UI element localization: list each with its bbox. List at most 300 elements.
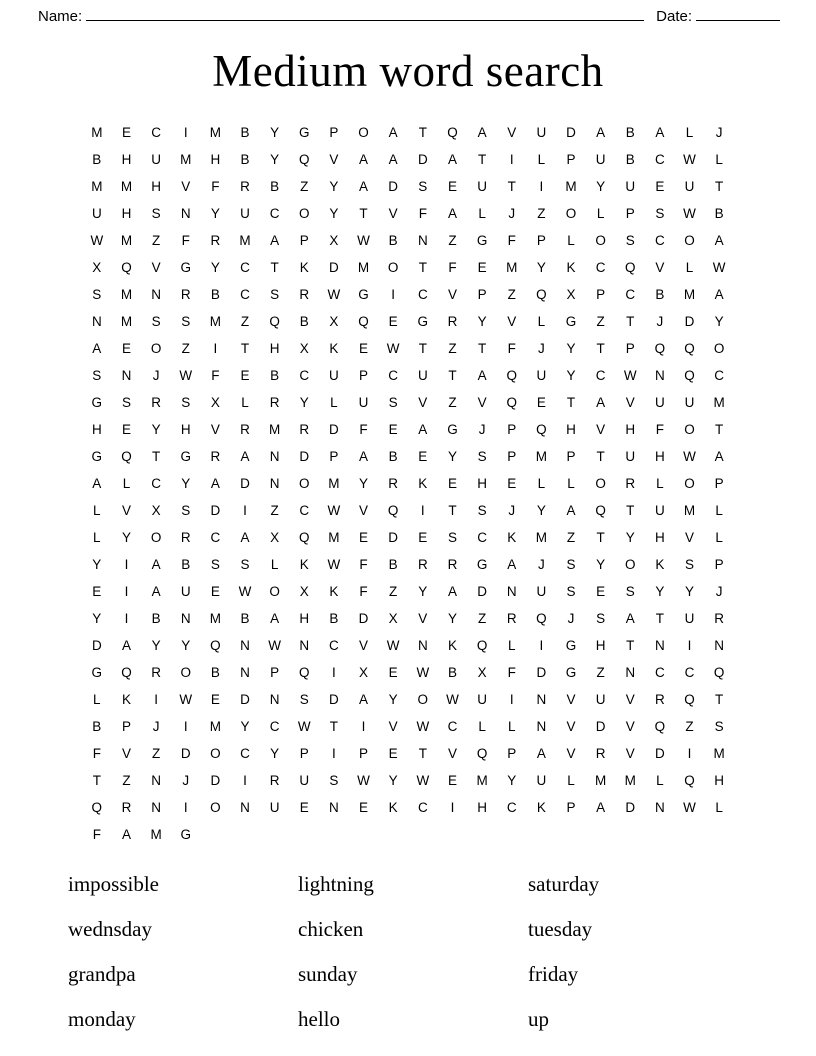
grid-cell: T [715, 421, 724, 437]
grid-cell: A [359, 448, 369, 464]
grid-cell: P [625, 205, 635, 221]
grid-cell: R [506, 610, 517, 626]
grid-cell: Q [91, 799, 103, 815]
grid-cell: L [715, 502, 723, 518]
word-list-item: impossible [68, 871, 160, 896]
date-label: Date: [656, 8, 692, 25]
grid-cell: C [655, 151, 665, 167]
grid-cell: W [623, 367, 637, 383]
grid-cell: M [624, 772, 636, 788]
grid-cell: R [121, 799, 132, 815]
grid-cell: E [359, 340, 369, 356]
grid-cell: W [712, 259, 726, 275]
grid-cell: L [241, 394, 249, 410]
grid-cell: B [388, 556, 398, 572]
grid-cell: V [477, 394, 487, 410]
grid-cell: I [509, 691, 514, 707]
grid-cell: C [210, 529, 221, 545]
grid-cell: F [359, 556, 368, 572]
grid-cell: N [240, 637, 250, 653]
grid-cell: W [327, 286, 341, 302]
grid-cell: B [625, 124, 635, 140]
grid-cell: E [121, 124, 131, 140]
grid-cell: L [715, 529, 723, 545]
grid-cell: G [91, 394, 103, 410]
grid-cell: M [209, 610, 221, 626]
grid-cell: V [359, 637, 369, 653]
grid-cell: P [359, 367, 369, 383]
grid-cell: Q [506, 367, 517, 383]
grid-cell: E [388, 745, 398, 761]
grid-cell: I [391, 286, 396, 302]
grid-cell: F [418, 205, 427, 221]
grid-cell: N [625, 664, 636, 680]
grid-cell: P [359, 745, 369, 761]
grid-cell: C [595, 259, 606, 275]
grid-cell: S [418, 178, 428, 194]
grid-cell: Z [685, 718, 694, 734]
grid-cell: P [329, 448, 339, 464]
grid-cell: G [91, 448, 103, 464]
grid-cell: Q [299, 664, 310, 680]
name-label: Name: [38, 8, 83, 25]
grid-cell: T [92, 772, 101, 788]
grid-cell: I [124, 556, 129, 572]
grid-cell: M [209, 313, 221, 329]
grid-cell: L [715, 799, 723, 815]
grid-cell: M [120, 232, 133, 248]
grid-cell: B [270, 178, 280, 194]
grid-cell: C [684, 664, 695, 680]
grid-cell: W [683, 448, 696, 464]
grid-cell: Q [476, 637, 488, 653]
grid-cell: N [655, 367, 665, 383]
word-list-item: lightning [298, 871, 374, 896]
grid-cell: L [596, 205, 605, 221]
grid-cell: U [417, 367, 428, 383]
grid-cell: L [537, 475, 546, 491]
grid-cell: I [154, 691, 158, 707]
grid-cell: R [151, 394, 161, 410]
grid-cell: H [625, 421, 636, 437]
word-list-item: saturday [528, 871, 600, 896]
grid-cell: F [92, 745, 101, 761]
grid-cell: Q [476, 745, 488, 761]
grid-cell: W [683, 205, 696, 221]
grid-cell: L [93, 529, 101, 545]
grid-cell: U [91, 205, 102, 221]
grid-cell: Q [684, 772, 695, 788]
grid-cell: W [268, 637, 281, 653]
grid-cell: V [625, 718, 635, 734]
grid-cell: V [447, 745, 457, 761]
grid-cell: K [121, 691, 131, 707]
grid-cell: A [447, 205, 457, 221]
grid-cell: U [684, 610, 695, 626]
grid-cell: R [240, 421, 250, 437]
word-list-item: grandpa [68, 961, 136, 986]
grid-cell: C [240, 259, 250, 275]
grid-cell: H [655, 529, 665, 545]
grid-cell: H [477, 799, 487, 815]
grid-cell: R [447, 556, 458, 572]
grid-cell: Q [358, 313, 369, 329]
grid-cell: D [329, 421, 339, 437]
grid-cell: C [417, 286, 428, 302]
grid-cell: E [121, 340, 131, 356]
grid-cell: D [655, 745, 665, 761]
grid-cell: S [181, 502, 191, 518]
word-list [58, 872, 758, 1031]
grid-cell: V [685, 529, 695, 545]
grid-cell: E [359, 799, 369, 815]
grid-cell: U [655, 502, 665, 518]
grid-cell: V [418, 610, 428, 626]
grid-cell: R [714, 610, 725, 626]
grid-cell: A [121, 826, 131, 842]
grid-cell: K [655, 556, 665, 572]
word-search-grid [82, 125, 734, 842]
grid-cell: V [566, 745, 576, 761]
grid-cell: G [447, 421, 458, 437]
grid-cell: B [210, 286, 220, 302]
grid-cell: U [655, 394, 665, 410]
grid-cell: H [566, 421, 576, 437]
grid-cell: O [150, 340, 162, 356]
grid-cell: P [299, 745, 309, 761]
grid-cell: K [536, 799, 546, 815]
grid-cell: A [536, 745, 546, 761]
grid-cell: Z [151, 232, 161, 248]
grid-cell: D [240, 691, 250, 707]
grid-cell: M [328, 475, 340, 491]
grid-cell: B [210, 664, 220, 680]
grid-cell: M [120, 286, 133, 302]
grid-cell: X [329, 232, 339, 248]
word-list-item: friday [528, 961, 579, 986]
grid-cell: A [418, 421, 428, 437]
grid-cell: A [477, 124, 487, 140]
grid-cell: I [509, 151, 514, 167]
grid-cell: C [240, 745, 250, 761]
grid-cell: P [477, 286, 487, 302]
grid-cell: Q [269, 313, 280, 329]
grid-cell: N [536, 718, 547, 734]
grid-cell: K [447, 637, 457, 653]
grid-cell: Z [300, 178, 309, 194]
grid-cell: S [181, 394, 191, 410]
grid-cell: Y [329, 205, 339, 221]
grid-cell: A [359, 178, 369, 194]
grid-cell: W [416, 718, 430, 734]
grid-cell: Y [388, 772, 398, 788]
grid-cell: C [595, 367, 606, 383]
grid-cell: N [269, 475, 280, 491]
grid-cell: O [684, 475, 695, 491]
grid-cell: Q [625, 259, 636, 275]
grid-cell: X [477, 664, 487, 680]
grid-cell: E [655, 178, 665, 194]
grid-cell: R [240, 178, 250, 194]
grid-cell: I [332, 745, 336, 761]
grid-cell: B [329, 610, 339, 626]
grid-cell: W [357, 772, 370, 788]
grid-cell: P [625, 340, 635, 356]
grid-cell: A [240, 529, 250, 545]
grid-cell: N [269, 448, 280, 464]
grid-cell: Y [151, 421, 161, 437]
grid-cell: M [683, 502, 696, 518]
grid-cell: I [183, 124, 188, 140]
date-write-line[interactable] [696, 10, 780, 21]
grid-cell: I [420, 502, 425, 518]
grid-cell: L [507, 718, 516, 734]
grid-cell: R [269, 772, 280, 788]
grid-cell: T [596, 340, 605, 356]
grid-cell: L [685, 259, 694, 275]
grid-cell: T [329, 718, 339, 734]
grid-cell: I [124, 610, 129, 626]
grid-cell: Y [655, 583, 665, 599]
grid-cell: N [506, 583, 517, 599]
grid-cell: I [332, 664, 336, 680]
grid-cell: Z [596, 664, 605, 680]
grid-cell: T [240, 340, 250, 356]
name-write-line[interactable] [86, 10, 644, 21]
grid-cell: X [566, 286, 576, 302]
grid-cell: R [269, 394, 280, 410]
grid-cell: N [121, 367, 132, 383]
grid-cell: O [210, 745, 221, 761]
grid-cell: X [299, 583, 309, 599]
grid-cell: A [92, 475, 102, 491]
grid-cell: Z [122, 772, 131, 788]
grid-cell: O [269, 583, 280, 599]
grid-cell: D [329, 259, 339, 275]
grid-cell: B [151, 610, 161, 626]
grid-cell: L [685, 124, 694, 140]
grid-cell: B [388, 448, 398, 464]
grid-cell: L [656, 475, 664, 491]
grid-cell: K [566, 259, 576, 275]
grid-cell: Z [181, 340, 190, 356]
grid-cell: S [477, 448, 487, 464]
grid-cell: T [626, 502, 635, 518]
grid-cell: W [416, 664, 430, 680]
word-list-item: up [528, 1006, 549, 1031]
grid-cell: C [151, 124, 161, 140]
grid-cell: E [359, 529, 369, 545]
grid-cell: N [240, 799, 250, 815]
grid-cell: I [243, 772, 247, 788]
grid-cell: R [210, 448, 221, 464]
grid-cell: N [269, 691, 280, 707]
grid-cell: Y [536, 259, 546, 275]
grid-cell: L [122, 475, 131, 491]
grid-cell: Q [121, 448, 132, 464]
grid-cell: U [684, 394, 695, 410]
grid-cell: L [478, 718, 486, 734]
grid-cell: M [91, 124, 103, 140]
grid-cell: F [92, 826, 101, 842]
grid-cell: K [329, 340, 339, 356]
word-list-item: tuesday [528, 916, 593, 941]
grid-cell: A [359, 151, 369, 167]
grid-cell: M [120, 313, 133, 329]
grid-cell: Q [299, 151, 310, 167]
grid-cell: K [418, 475, 428, 491]
grid-cell: U [329, 367, 339, 383]
grid-cell: N [417, 637, 428, 653]
grid-cell: W [386, 340, 400, 356]
grid-cell: A [507, 556, 517, 572]
grid-cell: J [537, 340, 545, 356]
grid-cell: L [507, 637, 516, 653]
grid-cell: Y [329, 178, 339, 194]
grid-cell: U [358, 394, 369, 410]
grid-cell: S [92, 286, 102, 302]
grid-cell: U [625, 178, 636, 194]
grid-cell: J [508, 502, 516, 518]
grid-cell: G [299, 124, 310, 140]
grid-cell: I [183, 718, 188, 734]
grid-cell: T [477, 340, 487, 356]
grid-cell: G [476, 556, 488, 572]
grid-cell: B [625, 151, 635, 167]
grid-cell: A [388, 151, 398, 167]
grid-cell: S [566, 583, 576, 599]
grid-cell: C [299, 502, 310, 518]
grid-cell: N [714, 637, 725, 653]
grid-cell: Q [595, 502, 606, 518]
grid-cell: W [386, 637, 400, 653]
grid-cell: S [151, 205, 161, 221]
grid-cell: B [388, 232, 398, 248]
grid-cell: M [713, 394, 725, 410]
grid-cell: T [477, 151, 487, 167]
grid-cell: P [299, 232, 309, 248]
grid-cell: R [595, 745, 606, 761]
grid-cell: L [478, 205, 486, 221]
grid-cell: O [595, 232, 606, 248]
grid-cell: R [447, 313, 458, 329]
grid-cell: F [211, 178, 220, 194]
grid-cell: U [180, 583, 191, 599]
grid-cell: Y [181, 637, 191, 653]
grid-cell: S [329, 772, 339, 788]
grid-cell: G [565, 313, 577, 329]
grid-cell: N [151, 799, 161, 815]
grid-cell: B [240, 124, 250, 140]
grid-cell: Y [536, 502, 546, 518]
grid-cell: Z [448, 394, 457, 410]
grid-cell: V [596, 421, 606, 437]
grid-cell: J [182, 772, 190, 788]
grid-cell: T [507, 178, 516, 194]
grid-cell: O [387, 259, 399, 275]
grid-cell: G [417, 313, 429, 329]
grid-cell: R [180, 529, 191, 545]
grid-cell: C [299, 367, 310, 383]
grid-cell: D [180, 745, 191, 761]
grid-cell: R [210, 232, 221, 248]
grid-cell: O [713, 340, 725, 356]
word-list-item: monday [68, 1006, 136, 1031]
grid-cell: V [329, 151, 339, 167]
grid-cell: B [655, 286, 665, 302]
grid-cell: V [625, 691, 635, 707]
grid-cell: S [655, 205, 665, 221]
grid-cell: H [269, 340, 280, 356]
grid-cell: B [92, 151, 102, 167]
grid-cell: E [418, 448, 428, 464]
grid-cell: H [180, 421, 191, 437]
grid-cell: E [596, 583, 606, 599]
grid-cell: C [447, 718, 458, 734]
grid-cell: Q [447, 124, 458, 140]
grid-cell: P [536, 232, 546, 248]
grid-cell: V [359, 502, 369, 518]
grid-cell: R [655, 691, 665, 707]
grid-cell: S [685, 556, 695, 572]
grid-cell: M [209, 718, 221, 734]
grid-cell: G [180, 448, 191, 464]
grid-cell: Y [210, 259, 220, 275]
grid-cell: W [683, 799, 696, 815]
grid-cell: K [329, 583, 339, 599]
grid-cell: J [567, 610, 575, 626]
grid-cell: A [270, 232, 280, 248]
word-list-item: chicken [298, 916, 364, 941]
grid-cell: D [210, 502, 221, 518]
grid-cell: P [507, 421, 517, 437]
grid-cell: B [92, 718, 102, 734]
page-title: Medium word search [212, 46, 604, 96]
grid-cell: K [388, 799, 398, 815]
grid-cell: T [596, 448, 605, 464]
grid-cell: S [477, 502, 487, 518]
grid-cell: H [477, 475, 487, 491]
grid-cell: W [179, 691, 193, 707]
grid-cell: M [150, 826, 162, 842]
grid-cell: T [448, 502, 457, 518]
grid-cell: U [299, 772, 310, 788]
grid-cell: Q [713, 664, 725, 680]
grid-cell: V [181, 178, 191, 194]
grid-cell: Y [714, 313, 724, 329]
grid-cell: X [388, 610, 398, 626]
grid-cell: C [625, 286, 636, 302]
grid-cell: M [595, 772, 607, 788]
grid-cell: J [152, 718, 160, 734]
grid-cell: R [180, 286, 191, 302]
grid-cell: F [448, 259, 457, 275]
grid-cell: H [91, 421, 102, 437]
grid-cell: V [566, 718, 576, 734]
grid-cell: N [91, 313, 102, 329]
grid-cell: V [507, 124, 517, 140]
grid-cell: G [180, 826, 191, 842]
grid-cell: M [239, 232, 251, 248]
grid-cell: Y [566, 340, 576, 356]
grid-cell: A [359, 691, 369, 707]
grid-cell: T [596, 529, 605, 545]
grid-cell: P [566, 799, 576, 815]
grid-cell: S [714, 718, 724, 734]
grid-cell: C [477, 529, 487, 545]
grid-cell: V [388, 718, 398, 734]
grid-cell: H [655, 448, 665, 464]
